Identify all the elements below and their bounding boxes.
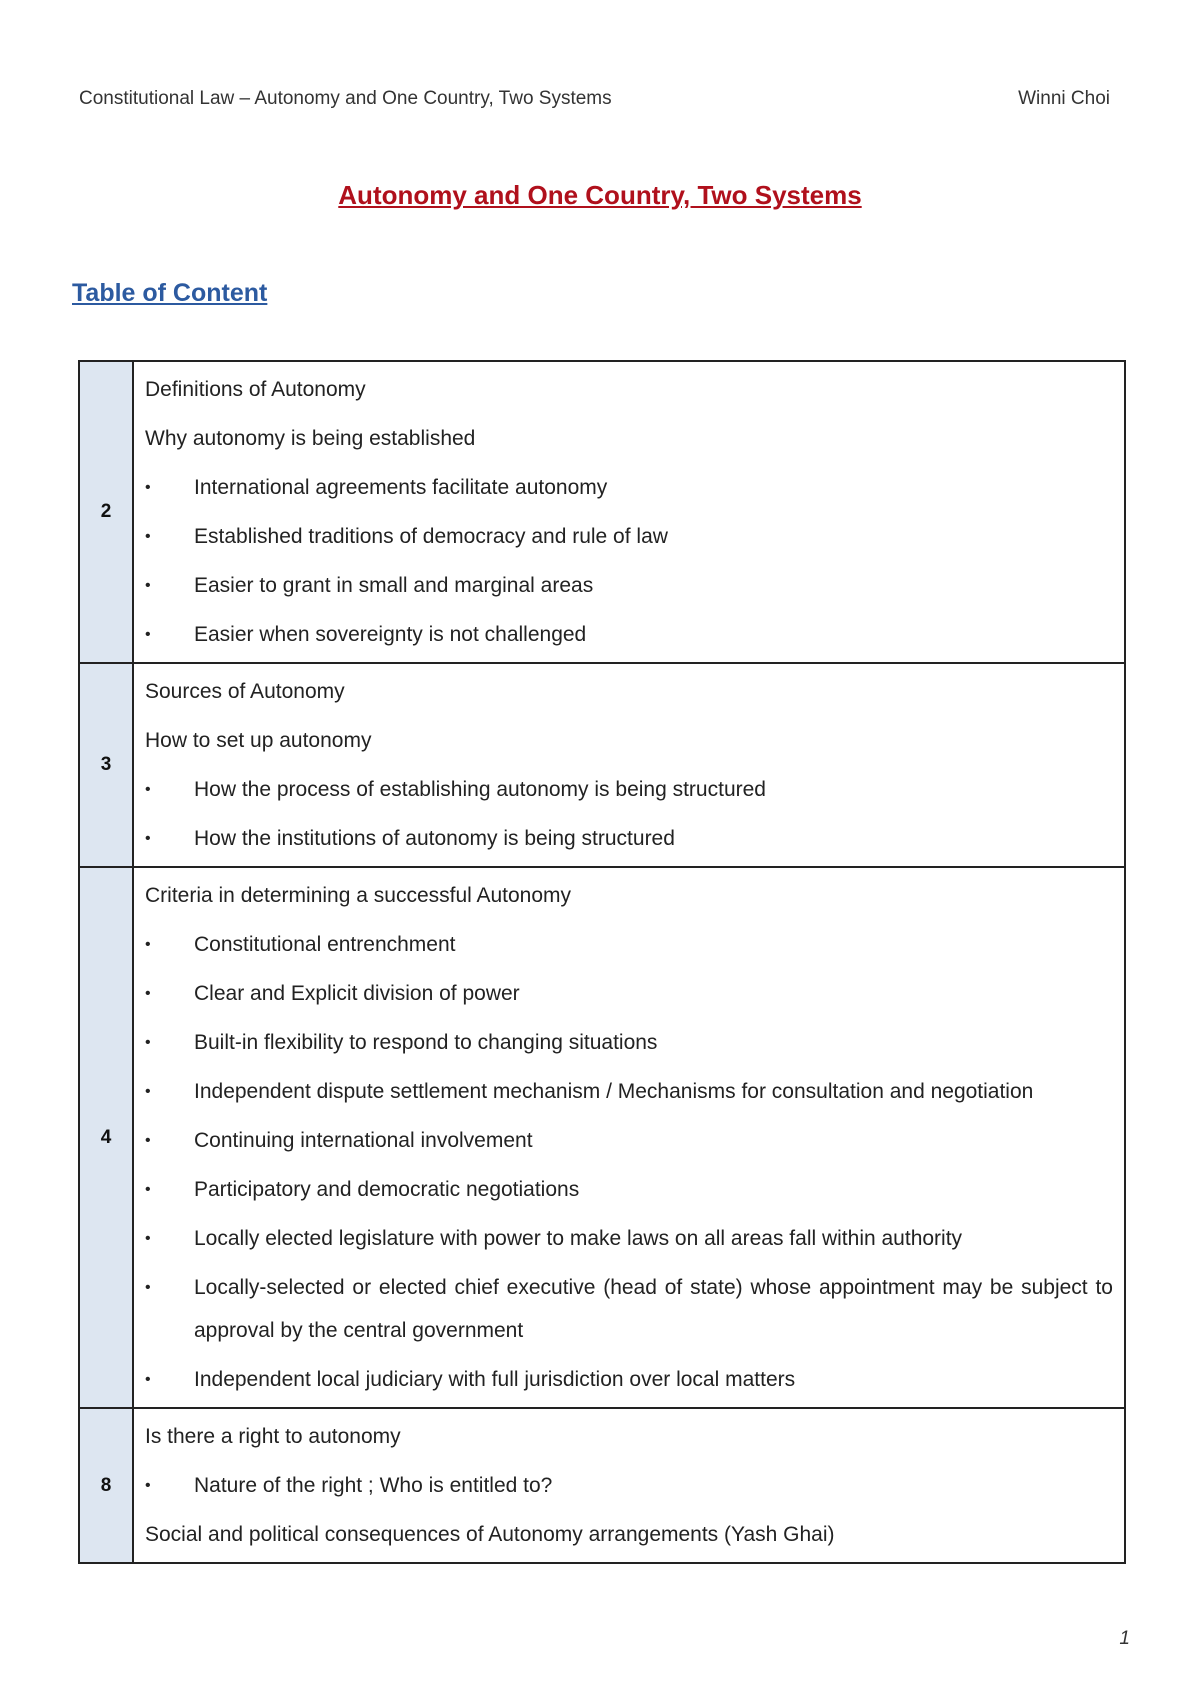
table-of-content: [78, 360, 1126, 1564]
bullet-icon: •: [145, 1034, 151, 1051]
toc-bullet-text: Continuing international involvement: [194, 1129, 533, 1152]
bullet-icon: •: [145, 1371, 151, 1388]
toc-bullet-text: Nature of the right ; Who is entitled to?: [194, 1474, 553, 1497]
toc-bullet-item: [145, 1165, 1113, 1214]
toc-row: [79, 361, 1125, 663]
toc-bullet-item: [145, 561, 1113, 610]
bullet-icon: •: [145, 577, 151, 594]
toc-entry-content: [133, 867, 1125, 1408]
toc-bullet-item: [145, 1355, 1113, 1404]
toc-bullet-item: [145, 610, 1113, 659]
bullet-icon: •: [145, 479, 151, 496]
running-header-title: Constitutional Law – Autonomy and One Country, Two Systems: [79, 88, 612, 109]
page-number: 1: [1119, 1628, 1130, 1649]
toc-page-number: 8: [79, 1408, 133, 1563]
bullet-icon: •: [145, 1477, 151, 1494]
bullet-icon: •: [145, 1132, 151, 1149]
toc-row: [79, 1408, 1125, 1563]
toc-bullet-item: [145, 1214, 1113, 1263]
toc-bullet-text: How the process of establishing autonomy is being structured: [194, 778, 766, 801]
table-of-content-heading: Table of Content: [72, 279, 268, 307]
bullet-icon: •: [145, 528, 151, 545]
toc-bullet-text: International agreements facilitate autonomy: [194, 476, 608, 499]
toc-row: [79, 663, 1125, 867]
toc-entry-content: [133, 663, 1125, 867]
toc-page-number: 4: [79, 867, 133, 1408]
toc-bullet-text: Locally elected legislature with power to make laws on all areas fall within authority: [194, 1227, 963, 1250]
toc-bullet-text: Easier to grant in small and marginal areas: [194, 574, 594, 597]
toc-entry-content: [133, 361, 1125, 663]
toc-bullet-text: Locally-selected or elected chief executive (head of state) whose appointment may be subject to approval by the central government: [194, 1276, 1113, 1342]
toc-body: [79, 361, 1125, 1563]
toc-bullet-item: [145, 463, 1113, 512]
toc-bullet-item: [145, 1461, 1113, 1510]
bullet-icon: •: [145, 1279, 151, 1296]
bullet-icon: •: [145, 1083, 151, 1100]
toc-entry-content: [133, 1408, 1125, 1563]
bullet-icon: •: [145, 1230, 151, 1247]
toc-row: [79, 867, 1125, 1408]
toc-bullet-item: [145, 1116, 1113, 1165]
toc-topic: Social and political consequences of Autonomy arrangements (Yash Ghai): [145, 1523, 835, 1546]
bullet-icon: •: [145, 781, 151, 798]
toc-topic: Sources of Autonomy: [145, 680, 345, 703]
toc-page-number: 2: [79, 361, 133, 663]
toc-bullet-item: [145, 1018, 1113, 1067]
toc-bullet-text: Independent dispute settlement mechanism / Mechanisms for consultation and negotiation: [194, 1080, 1034, 1103]
running-header-author: Winni Choi: [1018, 88, 1110, 109]
bullet-icon: •: [145, 626, 151, 643]
bullet-icon: •: [145, 936, 151, 953]
toc-bullet-text: Independent local judiciary with full jurisdiction over local matters: [194, 1368, 796, 1391]
toc-topic: Criteria in determining a successful Autonomy: [145, 884, 572, 907]
toc-bullet-text: Easier when sovereignty is not challenged: [194, 623, 587, 646]
toc-topic: Why autonomy is being established: [145, 427, 476, 450]
toc-bullet-text: Clear and Explicit division of power: [194, 982, 520, 1005]
toc-bullet-item: [145, 1263, 1113, 1355]
toc-bullet-item: [145, 1067, 1113, 1116]
toc-topic: How to set up autonomy: [145, 729, 372, 752]
toc-bullet-item: [145, 512, 1113, 561]
document-title: Autonomy and One Country, Two Systems: [338, 180, 862, 210]
toc-bullet-text: Constitutional entrenchment: [194, 933, 456, 956]
toc-page-number: 3: [79, 663, 133, 867]
toc-bullet-item: [145, 765, 1113, 814]
toc-bullet-item: [145, 969, 1113, 1018]
toc-bullet-item: [145, 920, 1113, 969]
toc-topic: Definitions of Autonomy: [145, 378, 366, 401]
toc-topic: Is there a right to autonomy: [145, 1425, 401, 1448]
bullet-icon: •: [145, 1181, 151, 1198]
toc-bullet-text: Established traditions of democracy and rule of law: [194, 525, 668, 548]
toc-bullet-text: Built-in flexibility to respond to changing situations: [194, 1031, 658, 1054]
toc-bullet-text: Participatory and democratic negotiations: [194, 1178, 580, 1201]
bullet-icon: •: [145, 830, 151, 847]
bullet-icon: •: [145, 985, 151, 1002]
toc-bullet-text: How the institutions of autonomy is being structured: [194, 827, 675, 850]
toc-bullet-item: [145, 814, 1113, 863]
